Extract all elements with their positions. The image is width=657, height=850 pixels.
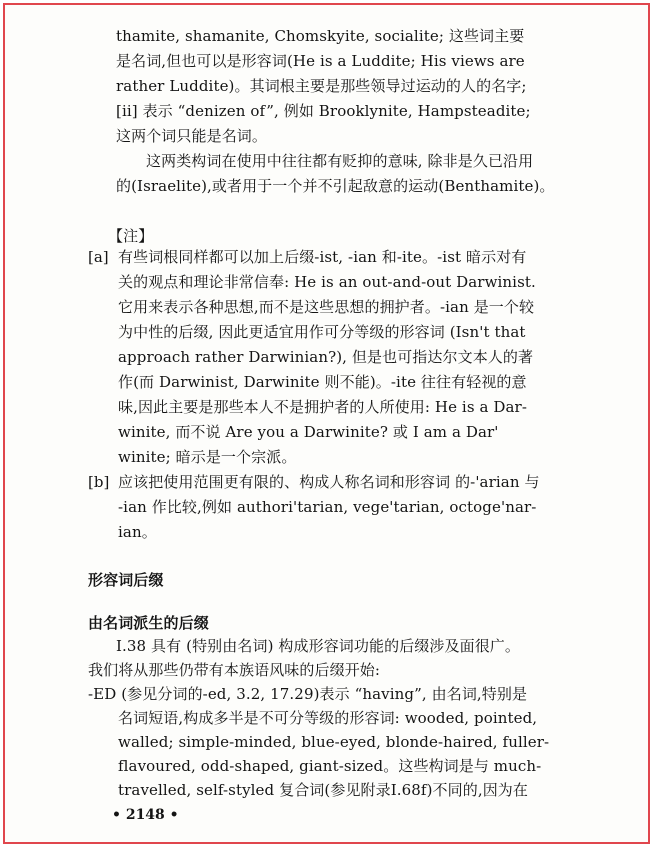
note-a-marker: [a] [88, 248, 109, 266]
text-line: thamite, shamanite, Chomskyite, socialite; 这些词主要 [116, 27, 525, 45]
section-heading: 形容词后缀 [88, 571, 164, 589]
text-line: -ED (参见分词的-ed, 3.2, 17.29)表示 “having”, 由名词,特别是 [88, 685, 528, 703]
text-line: walled; simple-minded, blue-eyed, blonde-haired, fuller- [118, 733, 550, 751]
text-line: 有些词根同样都可以加上后缀-ist, -ian 和-ite。-ist 暗示对有 [118, 248, 527, 266]
text-line: 我们将从那些仍带有本族语风味的后缀开始: [88, 661, 381, 679]
text-line: 为中性的后缀, 因此更适宜用作可分等级的形容词 (Isn't that [118, 323, 526, 341]
text-line: -ian 作比较,例如 authori'tarian, vege'tarian, octoge'nar- [118, 498, 537, 516]
text-line: 名词短语,构成多半是不可分等级的形容词: wooded, pointed, [118, 709, 538, 727]
text-line: 关的观点和理论非常信奉: He is an out-and-out Darwinist. [118, 273, 536, 291]
text-line: approach rather Darwinian?), 但是也可指达尔文本人的著 [118, 348, 534, 366]
text-line: winite, 而不说 Are you a Darwinite? 或 I am a Dar' [118, 423, 499, 441]
text-line: Ⅰ.38 具有 (特别由名词) 构成形容词功能的后缀涉及面很广。 [116, 637, 520, 655]
text-line: 这两个词只能是名词。 [116, 127, 268, 145]
text-line: rather Luddite)。其词根主要是那些领导过运动的人的名字; [116, 77, 527, 95]
text-line: [ii] 表示 “denizen of”, 例如 Brooklynite, Hampsteadite; [116, 102, 531, 120]
notes-heading: 【注】 [108, 227, 154, 245]
text-line: ian。 [118, 523, 157, 541]
text-line: 是名词,但也可以是形容词(He is a Luddite; His views are [116, 52, 525, 70]
note-b-marker: [b] [88, 473, 110, 491]
text-line: 味,因此主要是那些本人不是拥护者的人所使用: He is a Dar- [118, 398, 527, 416]
text-line: travelled, self-styled 复合词(参见附录Ⅰ.68f)不同的,因为在 [118, 781, 529, 799]
text-line: 这两类构词在使用中往往都有贬抑的意味, 除非是久已沿用 [146, 152, 534, 170]
text-line: winite; 暗示是一个宗派。 [118, 448, 297, 466]
subsection-heading: 由名词派生的后缀 [88, 614, 209, 632]
text-line: 作(而 Darwinist, Darwinite 则不能)。-ite 往往有轻视的意 [118, 373, 527, 391]
text-line: 的(Israelite),或者用于一个并不引起敌意的运动(Benthamite)。 [116, 177, 555, 195]
text-line: 应该把使用范围更有限的、构成人称名词和形容词 的-'arian 与 [118, 473, 540, 491]
page-number: • 2148 • [112, 807, 179, 823]
text-line: flavoured, odd-shaped, giant-sized。这些构词是与 much- [118, 757, 542, 775]
text-line: 它用来表示各种思想,而不是这些思想的拥护者。-ian 是一个较 [118, 298, 535, 316]
